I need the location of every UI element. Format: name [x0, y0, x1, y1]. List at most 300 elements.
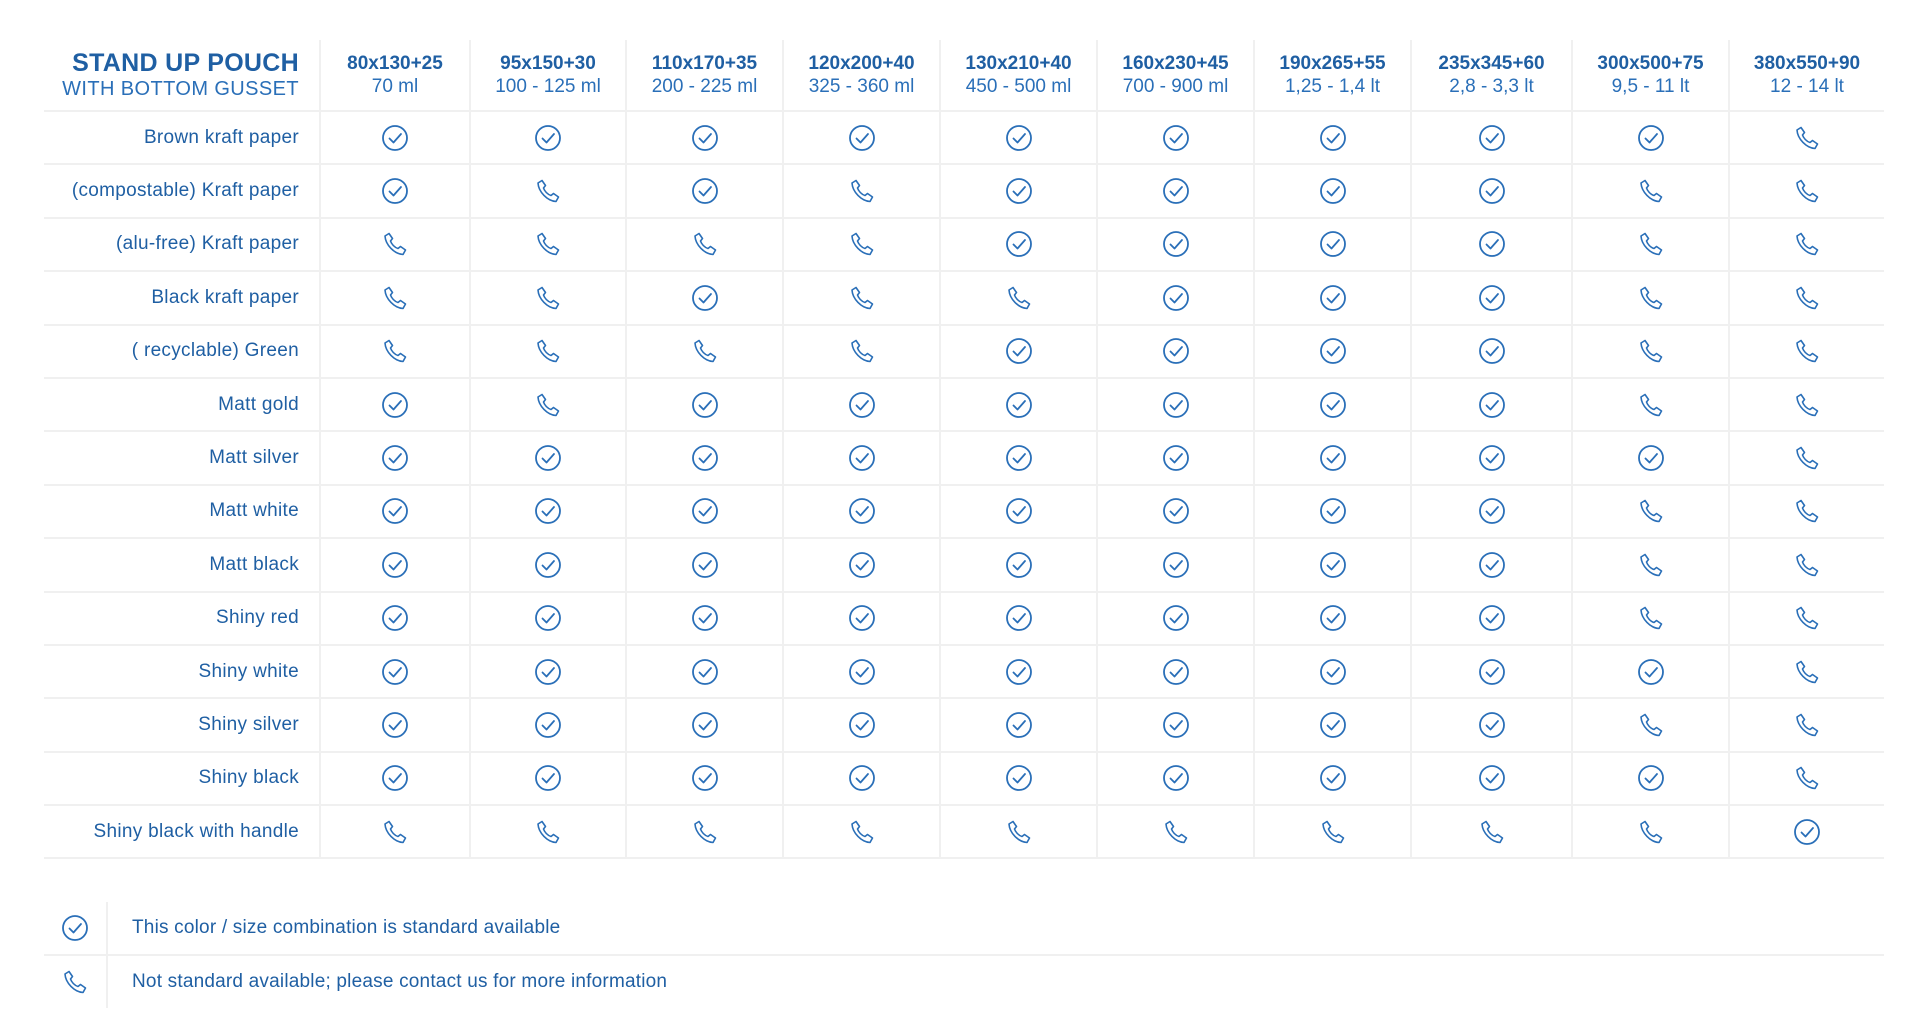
availability-cell — [626, 698, 783, 751]
availability-cell — [1097, 111, 1254, 164]
size-volume: 100 - 125 ml — [495, 76, 601, 97]
check-circle-icon — [380, 390, 410, 420]
check-circle-icon — [690, 710, 720, 740]
availability-cell — [320, 218, 470, 271]
check-circle-icon — [533, 763, 563, 793]
row-label: (alu-free) Kraft paper — [44, 218, 320, 271]
check-circle-icon — [1004, 229, 1034, 259]
availability-cell — [1254, 325, 1411, 378]
size-dimensions: 130x210+40 — [965, 53, 1072, 74]
check-circle-icon — [847, 603, 877, 633]
phone-icon — [533, 283, 563, 313]
phone-icon — [1792, 763, 1822, 793]
check-circle-icon — [533, 603, 563, 633]
availability-cell — [783, 698, 940, 751]
phone-icon — [1004, 817, 1034, 847]
availability-cell — [470, 164, 626, 217]
check-circle-icon — [1636, 123, 1666, 153]
table-row — [44, 485, 1884, 538]
check-circle-icon — [1318, 710, 1348, 740]
check-circle-icon — [1004, 710, 1034, 740]
availability-cell — [1729, 752, 1884, 805]
availability-cell — [1411, 805, 1572, 858]
check-circle-icon — [1636, 443, 1666, 473]
check-circle-icon — [847, 123, 877, 153]
check-circle-icon — [690, 496, 720, 526]
check-circle-icon — [1636, 763, 1666, 793]
availability-cell — [1254, 538, 1411, 591]
check-circle-icon — [1477, 283, 1507, 313]
phone-icon — [690, 817, 720, 847]
availability-cell — [1097, 218, 1254, 271]
availability-cell — [470, 271, 626, 324]
availability-cell — [626, 805, 783, 858]
check-circle-icon — [533, 123, 563, 153]
size-volume: 325 - 360 ml — [808, 76, 915, 97]
availability-cell — [940, 325, 1097, 378]
row-label: Brown kraft paper — [44, 111, 320, 164]
check-circle-icon — [1161, 229, 1191, 259]
check-circle-icon — [1004, 550, 1034, 580]
availability-cell — [1572, 805, 1729, 858]
size-header — [1097, 40, 1254, 111]
availability-cell — [1097, 645, 1254, 698]
row-label: ( recyclable) Green — [44, 325, 320, 378]
availability-cell — [320, 538, 470, 591]
check-circle-icon — [1318, 336, 1348, 366]
availability-cell — [1254, 645, 1411, 698]
row-label: Matt white — [44, 485, 320, 538]
check-circle-icon — [847, 496, 877, 526]
size-header — [1572, 40, 1729, 111]
phone-icon — [1792, 550, 1822, 580]
row-label: Shiny red — [44, 592, 320, 645]
phone-icon — [1792, 283, 1822, 313]
availability-cell — [320, 378, 470, 431]
check-circle-icon — [1004, 176, 1034, 206]
phone-icon — [380, 336, 410, 366]
availability-cell — [1411, 698, 1572, 751]
size-volume: 450 - 500 ml — [965, 76, 1072, 97]
availability-cell — [1411, 325, 1572, 378]
size-header — [320, 40, 470, 111]
availability-cell — [1411, 218, 1572, 271]
availability-cell — [1097, 378, 1254, 431]
availability-cell — [1572, 485, 1729, 538]
availability-cell — [320, 485, 470, 538]
size-dimensions: 95x150+30 — [500, 53, 596, 74]
row-label: Matt black — [44, 538, 320, 591]
availability-cell — [1729, 538, 1884, 591]
check-circle-icon — [690, 657, 720, 687]
availability-cell — [1411, 431, 1572, 484]
phone-icon — [1792, 710, 1822, 740]
check-circle-icon — [1004, 123, 1034, 153]
availability-cell — [470, 805, 626, 858]
availability-cell — [320, 325, 470, 378]
availability-cell — [470, 645, 626, 698]
row-label: Shiny white — [44, 645, 320, 698]
size-volume: 70 ml — [371, 76, 419, 97]
availability-cell — [626, 431, 783, 484]
check-circle-icon — [1318, 657, 1348, 687]
check-circle-icon — [1161, 176, 1191, 206]
availability-cell — [1097, 271, 1254, 324]
availability-cell — [1572, 164, 1729, 217]
check-circle-icon — [1161, 390, 1191, 420]
availability-cell — [940, 538, 1097, 591]
legend-icon-cell — [44, 902, 107, 955]
phone-icon — [847, 817, 877, 847]
availability-cell — [1729, 378, 1884, 431]
availability-cell — [1411, 645, 1572, 698]
phone-icon — [1636, 176, 1666, 206]
availability-cell — [1572, 538, 1729, 591]
check-circle-icon — [380, 443, 410, 473]
phone-icon — [1636, 390, 1666, 420]
phone-icon — [847, 176, 877, 206]
availability-cell — [1411, 485, 1572, 538]
availability-cell — [320, 752, 470, 805]
title-sub: WITH BOTTOM GUSSET — [62, 78, 299, 100]
check-circle-icon — [380, 496, 410, 526]
availability-cell — [783, 538, 940, 591]
availability-cell — [1411, 592, 1572, 645]
phone-icon — [1636, 550, 1666, 580]
phone-icon — [533, 229, 563, 259]
table-row — [44, 431, 1884, 484]
size-volume: 9,5 - 11 lt — [1611, 76, 1690, 97]
availability-cell — [1411, 111, 1572, 164]
legend-icon-cell — [44, 955, 107, 1008]
check-circle-icon — [1477, 123, 1507, 153]
table-row — [44, 271, 1884, 324]
phone-icon — [60, 967, 90, 997]
availability-cell — [1254, 111, 1411, 164]
availability-cell — [1729, 698, 1884, 751]
availability-cell — [1729, 431, 1884, 484]
check-circle-icon — [1792, 817, 1822, 847]
check-circle-icon — [1161, 283, 1191, 313]
availability-cell — [940, 271, 1097, 324]
check-circle-icon — [1004, 603, 1034, 633]
availability-cell — [1729, 218, 1884, 271]
availability-cell — [783, 271, 940, 324]
phone-icon — [533, 817, 563, 847]
row-label: Shiny black with handle — [44, 805, 320, 858]
availability-cell — [320, 592, 470, 645]
phone-icon — [1004, 283, 1034, 313]
phone-icon — [1792, 123, 1822, 153]
table-row — [44, 752, 1884, 805]
check-circle-icon — [1477, 763, 1507, 793]
availability-cell — [940, 431, 1097, 484]
availability-cell — [783, 752, 940, 805]
availability-cell — [470, 538, 626, 591]
size-header — [783, 40, 940, 111]
check-circle-icon — [1318, 283, 1348, 313]
availability-cell — [783, 218, 940, 271]
check-circle-icon — [380, 123, 410, 153]
check-circle-icon — [847, 763, 877, 793]
availability-cell — [940, 111, 1097, 164]
check-circle-icon — [1477, 710, 1507, 740]
availability-cell — [1411, 271, 1572, 324]
availability-cell — [470, 111, 626, 164]
availability-cell — [626, 592, 783, 645]
size-dimensions: 120x200+40 — [808, 53, 915, 74]
phone-icon — [380, 283, 410, 313]
availability-cell — [1254, 431, 1411, 484]
table-row — [44, 645, 1884, 698]
check-circle-icon — [1161, 336, 1191, 366]
check-circle-icon — [1318, 550, 1348, 580]
availability-cell — [1729, 485, 1884, 538]
availability-cell — [783, 164, 940, 217]
legend-item-standard — [44, 902, 1884, 955]
availability-cell — [1572, 218, 1729, 271]
check-circle-icon — [380, 176, 410, 206]
availability-cell — [320, 111, 470, 164]
check-circle-icon — [1004, 496, 1034, 526]
table-row — [44, 538, 1884, 591]
size-volume: 700 - 900 ml — [1122, 76, 1229, 97]
check-circle-icon — [690, 443, 720, 473]
availability-cell — [320, 164, 470, 217]
availability-cell — [470, 592, 626, 645]
availability-cell — [1572, 271, 1729, 324]
availability-cell — [940, 592, 1097, 645]
phone-icon — [1636, 229, 1666, 259]
size-volume: 1,25 - 1,4 lt — [1284, 76, 1381, 97]
legend-text-standard: This color / size combination is standard available — [132, 917, 561, 938]
availability-cell — [783, 431, 940, 484]
check-circle-icon — [1477, 443, 1507, 473]
availability-cell — [940, 164, 1097, 217]
availability-cell — [1254, 752, 1411, 805]
phone-icon — [1792, 443, 1822, 473]
availability-cell — [1254, 271, 1411, 324]
check-circle-icon — [1161, 443, 1191, 473]
availability-cell — [1097, 592, 1254, 645]
phone-icon — [847, 283, 877, 313]
check-circle-icon — [380, 603, 410, 633]
availability-cell — [1097, 752, 1254, 805]
availability-cell — [940, 645, 1097, 698]
availability-cell — [320, 698, 470, 751]
availability-cell — [940, 378, 1097, 431]
legend-text-not-standard: Not standard available; please contact us for more information — [132, 971, 668, 992]
availability-cell — [1572, 325, 1729, 378]
check-circle-icon — [1318, 496, 1348, 526]
availability-cell — [626, 752, 783, 805]
check-circle-icon — [847, 550, 877, 580]
check-circle-icon — [690, 763, 720, 793]
table-title — [44, 40, 320, 111]
table-body — [44, 111, 1884, 858]
check-circle-icon — [1318, 176, 1348, 206]
phone-icon — [533, 390, 563, 420]
check-circle-icon — [1477, 390, 1507, 420]
phone-icon — [1792, 390, 1822, 420]
check-circle-icon — [1477, 657, 1507, 687]
title-main: STAND UP POUCH — [72, 49, 299, 77]
phone-icon — [1792, 657, 1822, 687]
size-header — [470, 40, 626, 111]
availability-cell — [1097, 431, 1254, 484]
availability-cell — [626, 164, 783, 217]
phone-icon — [847, 229, 877, 259]
table-row — [44, 805, 1884, 858]
row-label: Shiny black — [44, 752, 320, 805]
availability-cell — [1097, 698, 1254, 751]
size-dimensions: 80x130+25 — [347, 53, 443, 74]
row-label: Matt silver — [44, 431, 320, 484]
check-circle-icon — [533, 496, 563, 526]
availability-cell — [1729, 271, 1884, 324]
availability-cell — [783, 485, 940, 538]
phone-icon — [533, 176, 563, 206]
availability-cell — [1572, 752, 1729, 805]
check-circle-icon — [533, 657, 563, 687]
availability-cell — [320, 645, 470, 698]
availability-cell — [1572, 592, 1729, 645]
availability-cell — [1254, 592, 1411, 645]
availability-cell — [470, 378, 626, 431]
availability-cell — [626, 538, 783, 591]
row-label: Shiny silver — [44, 698, 320, 751]
check-circle-icon — [1477, 603, 1507, 633]
size-dimensions: 380x550+90 — [1753, 53, 1861, 74]
table-row — [44, 378, 1884, 431]
size-dimensions: 110x170+35 — [651, 53, 758, 74]
availability-cell — [320, 431, 470, 484]
check-circle-icon — [847, 390, 877, 420]
phone-icon — [1636, 496, 1666, 526]
availability-cell — [940, 805, 1097, 858]
phone-icon — [380, 229, 410, 259]
check-circle-icon — [1161, 657, 1191, 687]
check-circle-icon — [1004, 443, 1034, 473]
size-header — [940, 40, 1097, 111]
phone-icon — [1636, 710, 1666, 740]
table-row — [44, 592, 1884, 645]
check-circle-icon — [1318, 390, 1348, 420]
availability-cell — [1729, 325, 1884, 378]
phone-icon — [1477, 817, 1507, 847]
check-circle-icon — [1161, 123, 1191, 153]
availability-cell — [1729, 164, 1884, 217]
availability-cell — [940, 218, 1097, 271]
check-circle-icon — [1318, 603, 1348, 633]
size-volume: 12 - 14 lt — [1770, 76, 1844, 97]
availability-cell — [626, 325, 783, 378]
availability-cell — [1411, 378, 1572, 431]
availability-cell — [1254, 378, 1411, 431]
size-header — [1254, 40, 1411, 111]
availability-cell — [783, 645, 940, 698]
phone-icon — [1636, 817, 1666, 847]
availability-cell — [1411, 164, 1572, 217]
availability-cell — [626, 218, 783, 271]
table-row — [44, 325, 1884, 378]
availability-cell — [940, 752, 1097, 805]
check-circle-icon — [1318, 763, 1348, 793]
availability-cell — [470, 218, 626, 271]
check-circle-icon — [533, 443, 563, 473]
availability-cell — [470, 485, 626, 538]
availability-cell — [1729, 592, 1884, 645]
size-header — [1411, 40, 1572, 111]
size-header — [1729, 40, 1884, 111]
table-row — [44, 698, 1884, 751]
phone-icon — [533, 336, 563, 366]
availability-cell — [783, 378, 940, 431]
availability-cell — [783, 805, 940, 858]
size-dimensions: 190x265+55 — [1279, 53, 1386, 74]
phone-icon — [1792, 496, 1822, 526]
phone-icon — [1792, 336, 1822, 366]
availability-cell — [626, 645, 783, 698]
availability-cell — [626, 111, 783, 164]
availability-cell — [626, 378, 783, 431]
availability-table — [44, 40, 1884, 859]
check-circle-icon — [380, 763, 410, 793]
phone-icon — [1792, 229, 1822, 259]
phone-icon — [690, 229, 720, 259]
check-circle-icon — [1477, 550, 1507, 580]
check-circle-icon — [847, 443, 877, 473]
availability-cell — [1729, 645, 1884, 698]
check-circle-icon — [690, 550, 720, 580]
table-row — [44, 164, 1884, 217]
size-volume: 2,8 - 3,3 lt — [1449, 76, 1534, 97]
row-label: Black kraft paper — [44, 271, 320, 324]
availability-cell — [1097, 325, 1254, 378]
availability-cell — [1572, 111, 1729, 164]
check-circle-icon — [1004, 390, 1034, 420]
check-circle-icon — [847, 657, 877, 687]
availability-cell — [1572, 378, 1729, 431]
check-circle-icon — [847, 710, 877, 740]
check-circle-icon — [1636, 657, 1666, 687]
header-row — [44, 40, 1884, 111]
check-circle-icon — [1161, 550, 1191, 580]
legend-item-not-standard — [44, 955, 1884, 1008]
availability-cell — [783, 111, 940, 164]
phone-icon — [380, 817, 410, 847]
check-circle-icon — [1318, 229, 1348, 259]
availability-cell — [1254, 485, 1411, 538]
availability-cell — [1254, 805, 1411, 858]
check-circle-icon — [1477, 176, 1507, 206]
availability-cell — [1572, 698, 1729, 751]
availability-cell — [1254, 218, 1411, 271]
check-circle-icon — [690, 123, 720, 153]
availability-cell — [1729, 111, 1884, 164]
check-circle-icon — [690, 603, 720, 633]
availability-cell — [1097, 805, 1254, 858]
availability-cell — [320, 805, 470, 858]
availability-cell — [470, 752, 626, 805]
availability-cell — [940, 485, 1097, 538]
availability-cell — [783, 592, 940, 645]
check-circle-icon — [1161, 496, 1191, 526]
availability-cell — [1411, 538, 1572, 591]
table-row — [44, 218, 1884, 271]
availability-cell — [940, 698, 1097, 751]
phone-icon — [1792, 603, 1822, 633]
